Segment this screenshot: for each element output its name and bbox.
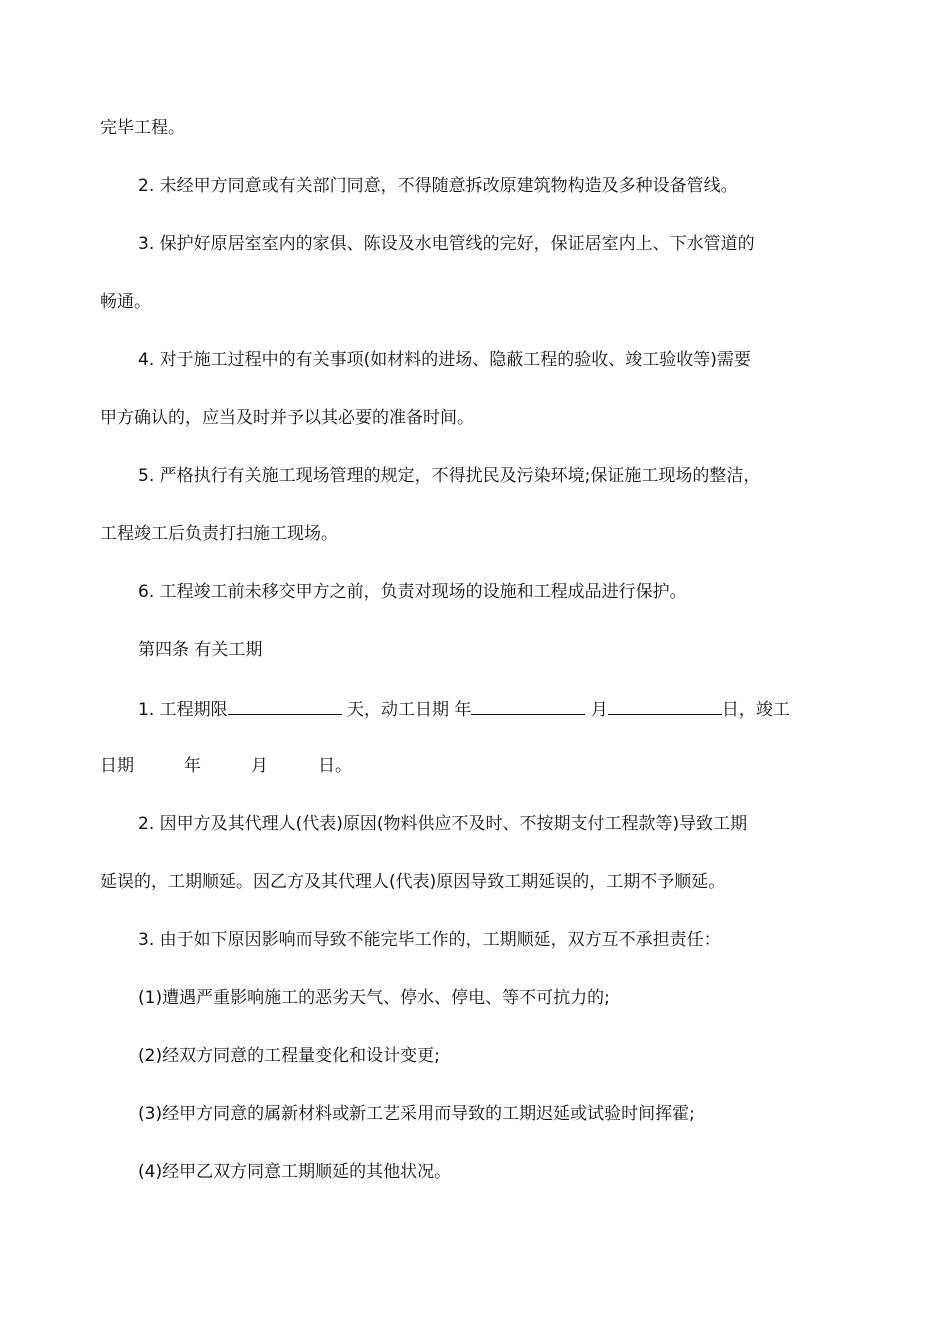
delay-clause-2: 2. 因甲方及其代理人(代表)原因(物料供应不及时、不按期支付工程款等)导致工期 [138, 814, 748, 834]
text-line: 甲方确认的，应当及时并予以其必要的准备时间。 [100, 408, 474, 428]
text-line: 工程竣工后负责打扫施工现场。 [100, 524, 338, 544]
clause-4: 4. 对于施工过程中的有关事项(如材料的进场、隐蔽工程的验收、竣工验收等)需要 [138, 350, 751, 370]
clause-5: 5. 严格执行有关施工现场管理的规定，不得扰民及污染环境;保证施工现场的整洁， [138, 466, 761, 486]
clause-6: 6. 工程竣工前未移交甲方之前，负责对现场的设施和工程成品进行保护。 [138, 582, 687, 602]
period-days-blank[interactable] [228, 696, 342, 715]
sub-item-4: (4)经甲乙双方同意工期顺延的其他状况。 [138, 1162, 452, 1182]
period-text: 日，竣工 [721, 700, 790, 720]
sub-item-1: (1)遭遇严重影响施工的恶劣天气、停水、停电、等不可抗力的; [138, 988, 610, 1008]
start-year-blank[interactable] [471, 696, 585, 715]
text-line: 完毕工程。 [100, 118, 185, 138]
period-text: 天，动工日期 年 [341, 700, 472, 720]
sub-item-2: (2)经双方同意的工程量变化和设计变更; [138, 1046, 440, 1066]
text-line: 延误的，工期顺延。因乙方及其代理人(代表)原因导致工期延误的，工期不予顺延。 [100, 872, 726, 892]
completion-year: 年 [184, 756, 201, 776]
completion-date-label: 日期 [100, 756, 134, 776]
start-month-blank[interactable] [608, 696, 722, 715]
completion-month: 月 [251, 756, 268, 776]
clause-2: 2. 未经甲方同意或有关部门同意，不得随意拆改原建筑物构造及多种设备管线。 [138, 176, 738, 196]
clause-3: 3. 保护好原居室室内的家俱、陈设及水电管线的完好，保证居室内上、下水管道的 [138, 234, 755, 254]
period-line [138, 696, 790, 722]
period-label: 1. 工程期限 [138, 700, 228, 720]
delay-clause-3: 3. 由于如下原因影响而导致不能完毕工作的，工期顺延，双方互不承担责任： [138, 930, 721, 950]
period-text: 月 [585, 700, 608, 720]
completion-day: 日。 [318, 756, 352, 776]
sub-item-3: (3)经甲方同意的属新材料或新工艺采用而导致的工期迟延或试验时间挥霍; [138, 1104, 695, 1124]
completion-date-line [100, 754, 352, 778]
section-heading: 第四条 有关工期 [138, 640, 263, 660]
text-line: 畅通。 [100, 292, 151, 312]
